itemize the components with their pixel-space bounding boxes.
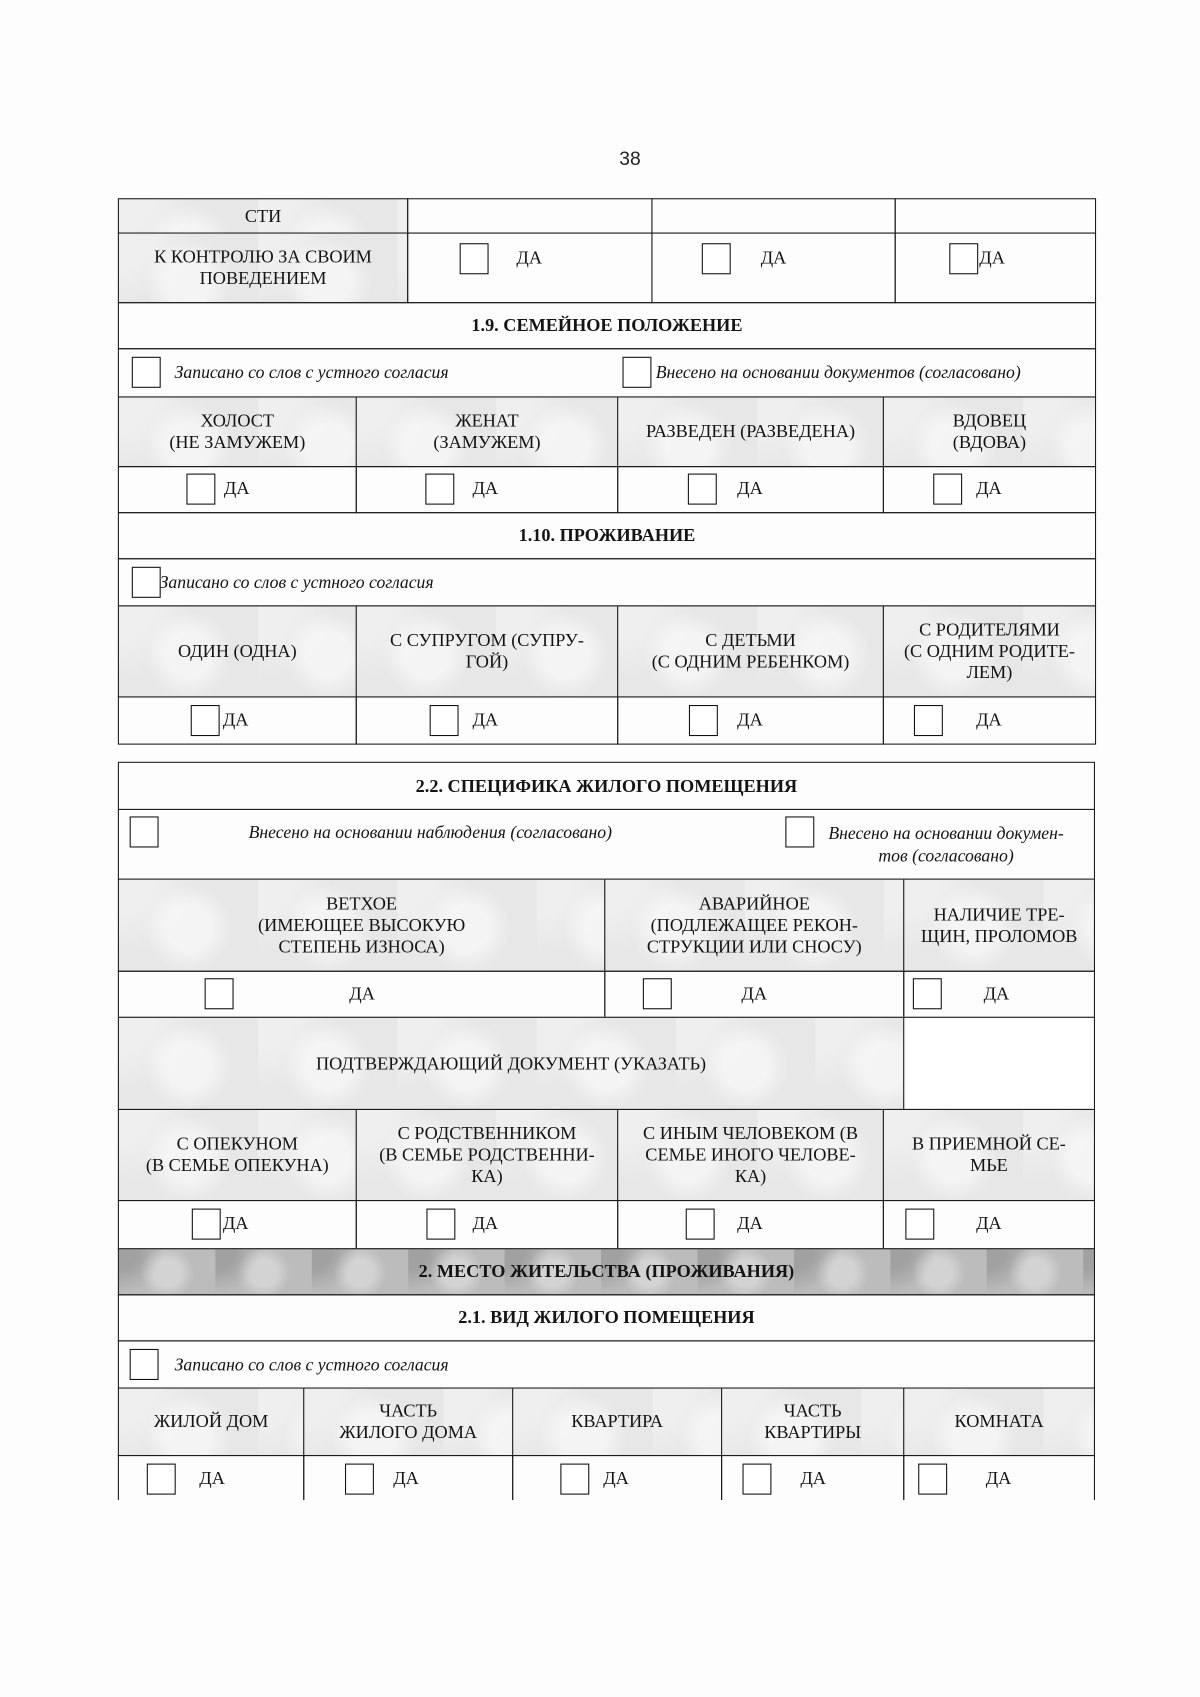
dwelling-type-house-checkbox[interactable] — [147, 1464, 176, 1495]
dwelling-type-title: 2.1. ВИД ЖИЛОГО ПОМЕЩЕНИЯ — [118, 1294, 1095, 1341]
cohabitation-title: 1.10. ПРОЖИВАНИЕ — [118, 512, 1096, 559]
cohabitation-guardian-yes-label: ДА — [222, 1212, 249, 1234]
dwelling-type-house-part-yes-label: ДА — [393, 1467, 419, 1489]
dwelling-type-source-oral-checkbox[interactable] — [130, 1349, 159, 1380]
dwelling-type-col-apartment-part: ЧАСТЬ КВАРТИРЫ — [721, 1388, 904, 1457]
cohabitation-parents-checkbox[interactable] — [914, 705, 943, 736]
marital-married-yes-label: ДА — [472, 477, 499, 499]
behavior-option-2-label: ДА — [760, 247, 787, 268]
marital-single-yes-label: ДА — [223, 477, 250, 499]
marital-col-widowed: ВДОВЕЦ (ВДОВА) — [883, 396, 1096, 467]
cohabitation-spouse-checkbox[interactable] — [430, 705, 459, 736]
behavior-option-2-checkbox[interactable] — [702, 243, 731, 274]
cohabitation-parents-yes-label: ДА — [976, 709, 1002, 730]
cohabitation-children-checkbox[interactable] — [689, 705, 718, 736]
dwelling-emergency-checkbox[interactable] — [643, 978, 672, 1009]
marital-source-documents-label: Внесено на основании документов (согласовано) — [655, 362, 1021, 383]
behavior-option-1-label: ДА — [516, 247, 543, 268]
cohabitation-source-oral-label: Записано со слов с устного согласия — [159, 572, 434, 593]
dwelling-type-room-yes-label: ДА — [985, 1467, 1012, 1489]
marital-single-checkbox[interactable] — [186, 474, 215, 505]
marital-col-single: ХОЛОСТ (НЕ ЗАМУЖЕМ) — [118, 396, 357, 467]
dwelling-type-col-room: КОМНАТА — [903, 1388, 1095, 1457]
cohabitation-col-spouse: С СУПРУГОМ (СУПРУ- ГОЙ) — [356, 605, 619, 697]
cohabitation-col-parents: С РОДИТЕЛЯМИ (С ОДНИМ РОДИТЕ- ЛЕМ) — [883, 605, 1096, 697]
dwelling-type-apartment-yes-label: ДА — [603, 1467, 629, 1489]
dwelling-dilapidated-checkbox[interactable] — [205, 978, 234, 1009]
dwelling-type-apartment-checkbox[interactable] — [560, 1464, 589, 1495]
cohabitation-foster-family-checkbox[interactable] — [905, 1209, 934, 1240]
marital-source-oral-label: Записано со слов с устного согласия — [174, 362, 449, 383]
cohabitation-children-yes-label: ДА — [737, 709, 763, 730]
cohabitation-foster-family-yes-label: ДА — [976, 1212, 1002, 1234]
dwelling-type-col-house: ЖИЛОЙ ДОМ — [118, 1388, 304, 1457]
marital-status-title: 1.9. СЕМЕЙНОЕ ПОЛОЖЕНИЕ — [118, 302, 1096, 349]
behavior-row1-label: СТИ — [118, 198, 408, 233]
cohabitation-guardian-checkbox[interactable] — [192, 1209, 221, 1240]
dwelling-type-source-oral-label: Записано со слов с устного согласия — [174, 1354, 449, 1375]
behavior-option-3-checkbox[interactable] — [949, 243, 978, 274]
behavior-row1-cell — [407, 198, 652, 233]
dwelling-source-observation-checkbox[interactable] — [130, 816, 159, 847]
dwelling-type-apartment-part-checkbox[interactable] — [743, 1464, 772, 1495]
behavior-row2-label: К КОНТРОЛЮ ЗА СВОИМ ПОВЕДЕНИЕМ — [118, 233, 408, 304]
cohabitation-col-other-person: С ИНЫМ ЧЕЛОВЕКОМ (В СЕМЬЕ ИНОГО ЧЕЛОВЕ- КА) — [617, 1109, 884, 1201]
dwelling-type-room-checkbox[interactable] — [918, 1464, 947, 1495]
cohabitation-relative-checkbox[interactable] — [426, 1209, 455, 1240]
cohabitation-col-foster-family: В ПРИЕМНОЙ СЕ- МЬЕ — [883, 1109, 1095, 1201]
cohabitation-relative-yes-label: ДА — [472, 1212, 499, 1234]
cohabitation-other-person-checkbox[interactable] — [686, 1209, 715, 1240]
cohabitation-col-relative: С РОДСТВЕННИКОМ (В СЕМЬЕ РОДСТВЕННИ- КА) — [356, 1109, 619, 1201]
dwelling-source-documents-label: Внесено на основании докумен- тов (согласовано) — [828, 822, 1064, 866]
dwelling-cracks-checkbox[interactable] — [913, 978, 942, 1009]
dwelling-type-house-part-checkbox[interactable] — [345, 1464, 374, 1495]
page-number: 38 — [619, 147, 641, 170]
behavior-option-1-checkbox[interactable] — [460, 243, 489, 274]
dwelling-type-col-house-part: ЧАСТЬ ЖИЛОГО ДОМА — [303, 1388, 513, 1457]
dwelling-type-col-apartment: КВАРТИРА — [512, 1388, 722, 1457]
cohabitation-alone-checkbox[interactable] — [191, 705, 220, 736]
marital-married-checkbox[interactable] — [425, 474, 454, 505]
cohabitation-alone-yes-label: ДА — [222, 709, 249, 730]
marital-widowed-yes-label: ДА — [976, 477, 1002, 499]
dwelling-col-emergency: АВАРИЙНОЕ (ПОДЛЕЖАЩЕЕ РЕКОН- СТРУКЦИИ ИЛИ СНОСУ) — [604, 879, 904, 972]
dwelling-source-observation-label: Внесено на основании наблюдения (согласовано) — [248, 821, 613, 843]
behavior-option-3-label: ДА — [979, 247, 1005, 268]
dwelling-type-apartment-part-yes-label: ДА — [800, 1467, 826, 1489]
cohabitation-other-person-yes-label: ДА — [737, 1212, 763, 1234]
marital-col-divorced: РАЗВЕДЕН (РАЗВЕДЕНА) — [617, 396, 884, 467]
confirming-document-field[interactable] — [903, 1017, 1095, 1110]
marital-divorced-checkbox[interactable] — [688, 474, 717, 505]
marital-divorced-yes-label: ДА — [737, 477, 763, 499]
behavior-row1-cell — [895, 198, 1096, 233]
dwelling-dilapidated-yes-label: ДА — [349, 983, 375, 1004]
dwelling-condition-title: 2.2. СПЕЦИФИКА ЖИЛОГО ПОМЕЩЕНИЯ — [118, 762, 1095, 810]
cohabitation-col-children: С ДЕТЬМИ (С ОДНИМ РЕБЕНКОМ) — [617, 605, 884, 697]
dwelling-col-cracks: НАЛИЧИЕ ТРЕ- ЩИН, ПРОЛОМОВ — [903, 879, 1095, 972]
dwelling-emergency-yes-label: ДА — [741, 983, 768, 1004]
cohabitation-source-oral-checkbox[interactable] — [132, 567, 161, 598]
cohabitation-spouse-yes-label: ДА — [472, 709, 499, 730]
marital-source-documents-checkbox[interactable] — [623, 357, 652, 388]
place-of-residence-title: 2. МЕСТО ЖИТЕЛЬСТВА (ПРОЖИВАНИЯ) — [118, 1248, 1095, 1295]
behavior-row1-cell — [651, 198, 895, 233]
confirming-document-label: ПОДТВЕРЖДАЮЩИЙ ДОКУМЕНТ (УКАЗАТЬ) — [118, 1017, 904, 1110]
marital-widowed-checkbox[interactable] — [933, 474, 962, 505]
marital-col-married: ЖЕНАТ (ЗАМУЖЕМ) — [356, 396, 619, 467]
dwelling-cracks-yes-label: ДА — [983, 983, 1010, 1004]
dwelling-source-documents-checkbox[interactable] — [785, 816, 814, 847]
marital-source-oral-checkbox[interactable] — [132, 357, 161, 388]
cohabitation-col-alone: ОДИН (ОДНА) — [118, 605, 357, 697]
dwelling-type-house-yes-label: ДА — [199, 1467, 225, 1489]
cohabitation-col-guardian: С ОПЕКУНОМ (В СЕМЬЕ ОПЕКУНА) — [118, 1109, 357, 1201]
dwelling-col-dilapidated: ВЕТХОЕ (ИМЕЮЩЕЕ ВЫСОКУЮ СТЕПЕНЬ ИЗНОСА) — [118, 879, 606, 972]
